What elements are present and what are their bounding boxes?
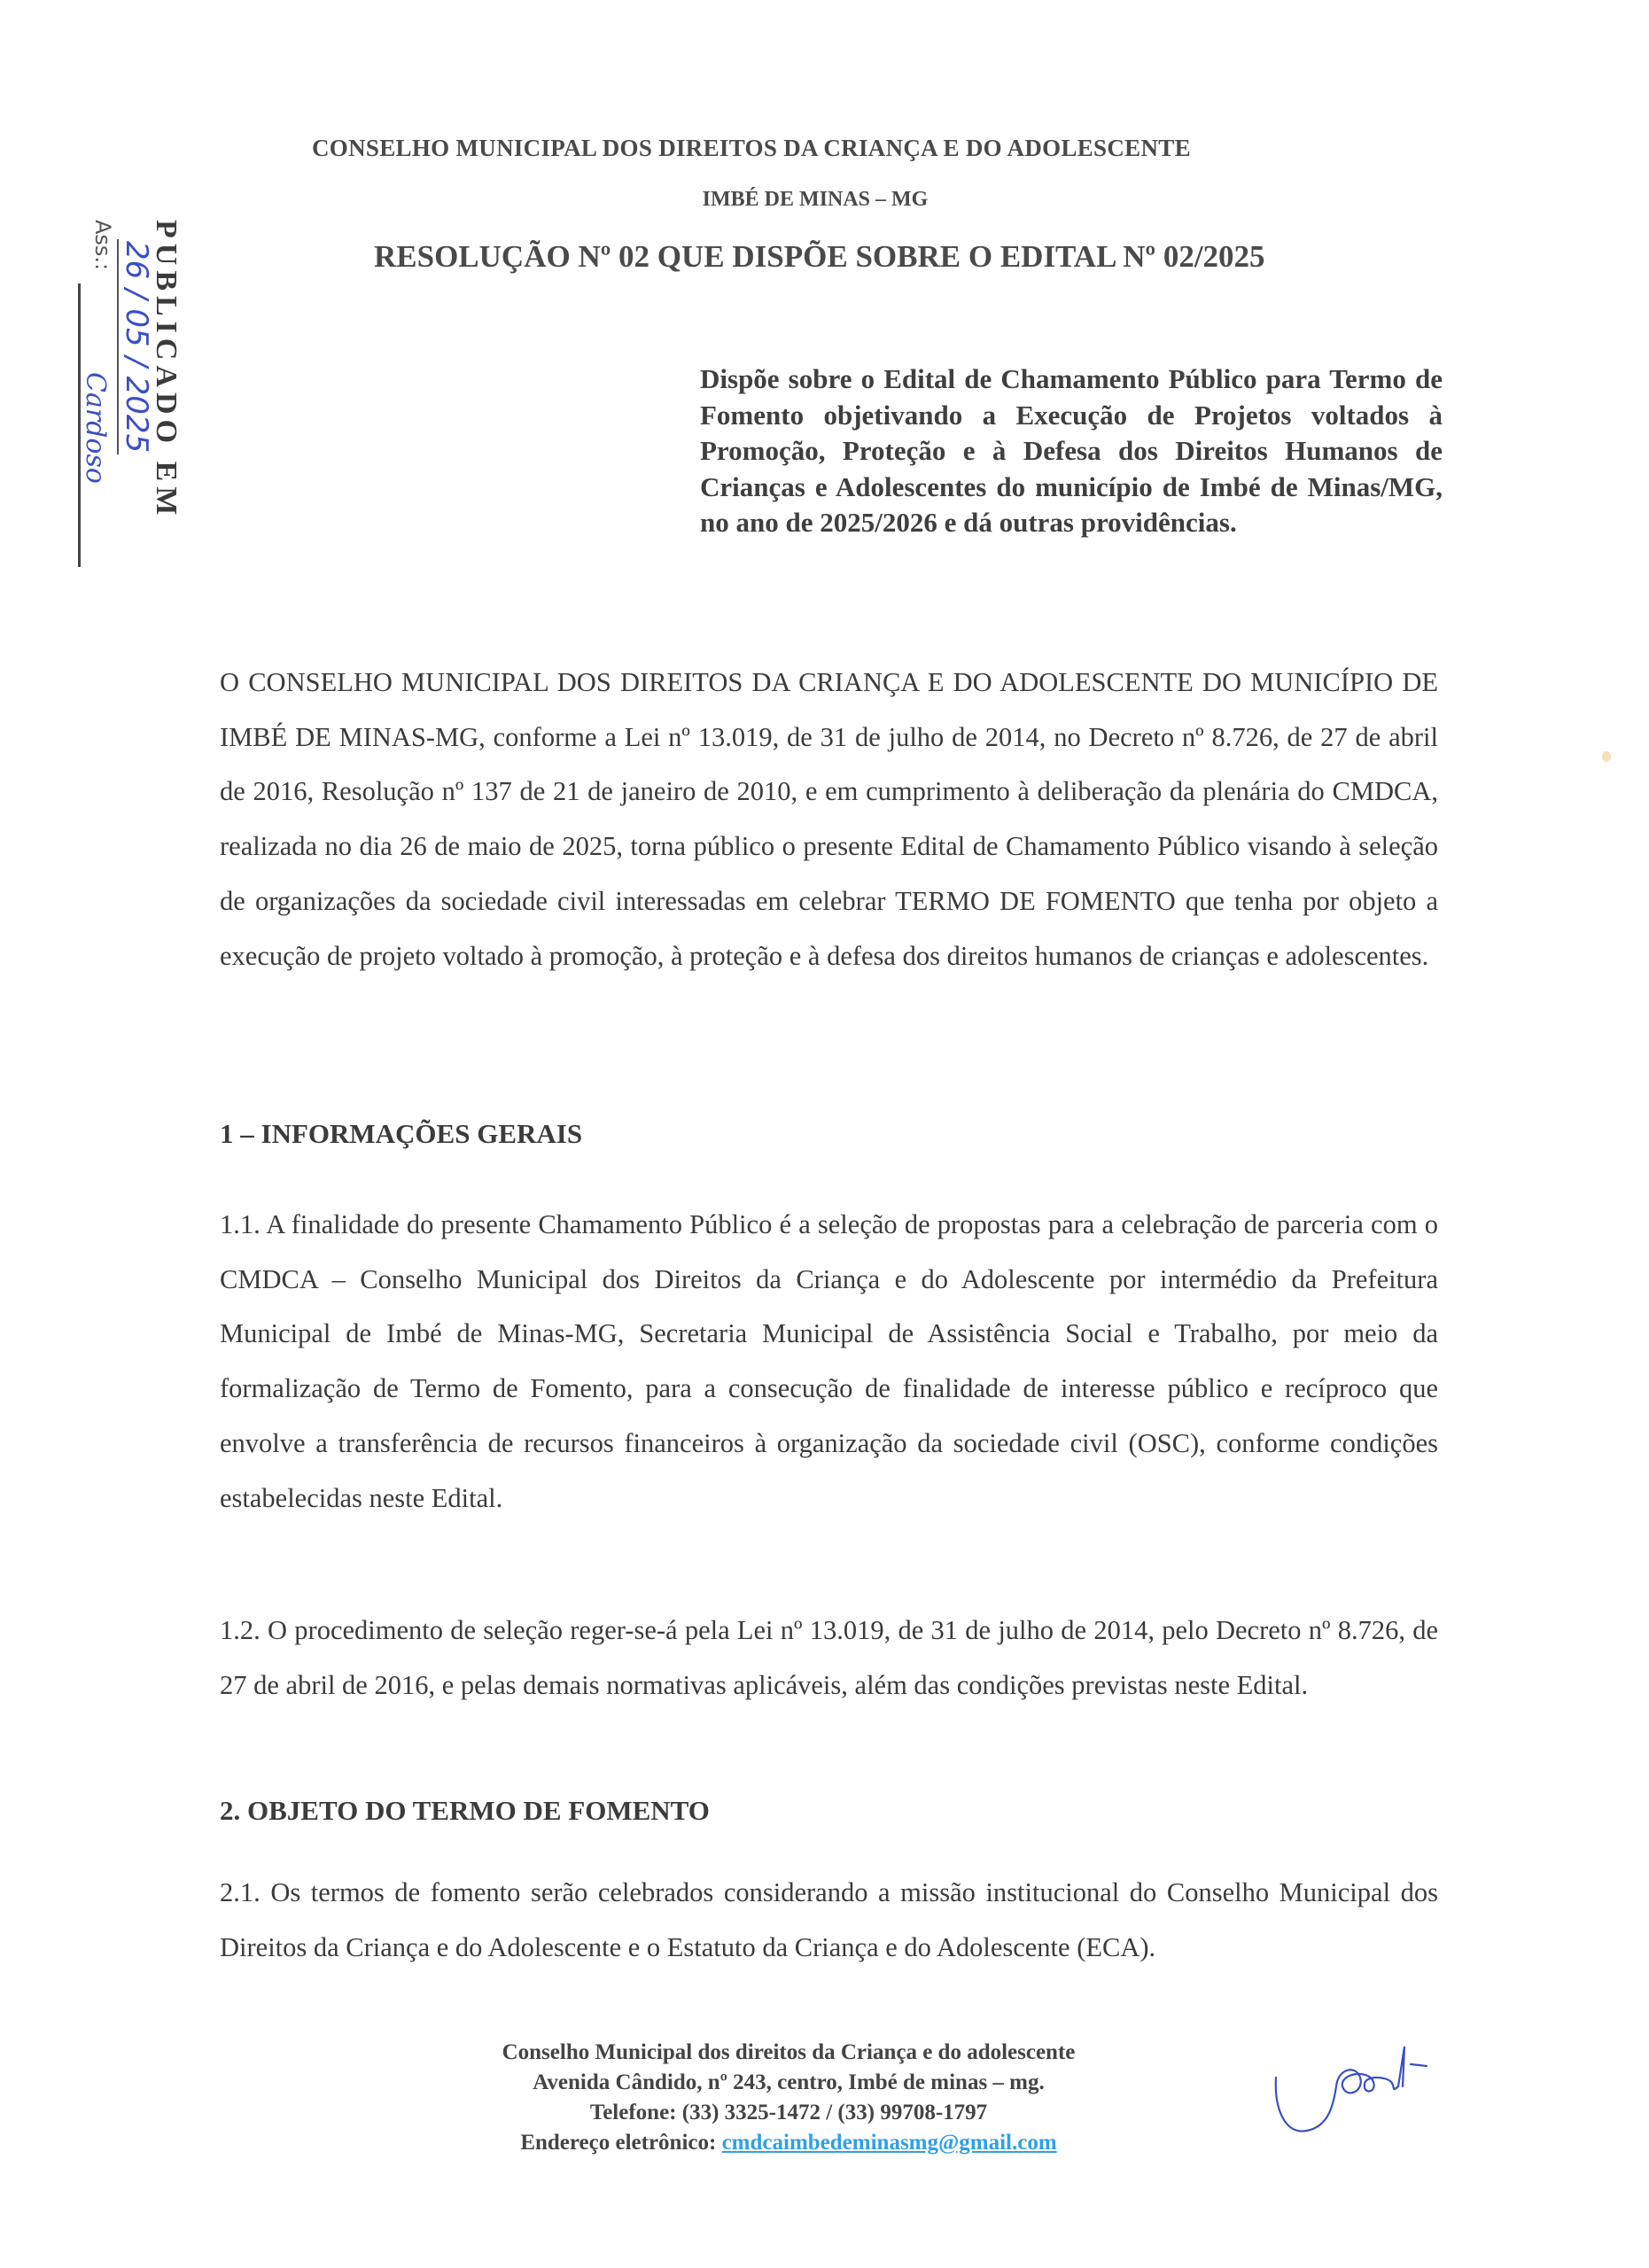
paragraph-2-1: 2.1. Os termos de fomento serão celebrados considerando a missão institucional do Conselho Municipal dos Direitos da Criança e do Adolescente e o Estatuto da Criança e do Adolescente (ECA).: [220, 1877, 1438, 1962]
intro-paragraph: O CONSELHO MUNICIPAL DOS DIREITOS DA CRIANÇA E DO ADOLESCENTE DO MUNICÍPIO DE IMBÉ DE MINAS-MG, conforme a Lei nº 13.019, de 31 de julho de 2014, no Decreto nº 8.726, de 27 de abril de 2016, Resolução nº 137 de 21 de janeiro de 2010, e em cumprimento à deliberação da plenária do CMDCA, realizada no dia 26 de maio de 2025, torna público o presente Edital de Chamamento Público visando à seleção de organizações da sociedade civil interessadas em celebrar TERMO DE FOMENTO que tenha por objeto a execução de projeto voltado à promoção, à proteção e à defesa dos direitos humanos de crianças e adolescentes.: [220, 667, 1438, 971]
footer-address: Avenida Cândido, nº 243, centro, Imbé de minas – mg.: [533, 2070, 1045, 2094]
footer-email-label: Endereço eletrônico:: [520, 2131, 717, 2155]
resolution-title: RESOLUÇÃO Nº 02 QUE DISPÕE SOBRE O EDITAL Nº 02/2025: [374, 239, 1265, 274]
paragraph-1-1: 1.1. A finalidade do presente Chamamento Público é a seleção de propostas para a celebração de parceria com o CMDCA – Conselho Municipal dos Direitos da Criança e do Adolescente por intermédio da Prefeitura Municipal de Imbé de Minas-MG, Secretaria Municipal de Assistência Social e Trabalho, por meio da formalização de Termo de Fomento, para a consecução de finalidade de interesse público e recíproco que envolve a transferência de recursos financeiros à organização da sociedade civil (OSC), conforme condições estabelecidas neste Edital.: [220, 1209, 1438, 1513]
footer-email-link[interactable]: cmdcaimbedeminasmg@gmail.com: [721, 2131, 1057, 2155]
scan-speck: [1602, 751, 1611, 762]
city-heading: IMBÉ DE MINAS – MG: [702, 188, 929, 211]
section-2-heading: 2. OBJETO DO TERMO DE FOMENTO: [220, 1795, 710, 1826]
handwritten-signature-icon: [1258, 2038, 1435, 2144]
ementa-summary: Dispõe sobre o Edital de Chamamento Público para Termo de Fomento objetivando a Execução de Projetos voltados à Promoção, Proteção e à Defesa dos Direitos Humanos de Crianças e Adolescentes do município de Imbé de Minas/MG, no ano de 2025/2026 e dá outras providências.: [700, 363, 1443, 538]
stamp-title: PUBLICADO EM: [150, 220, 183, 521]
footer-phone: Telefone: (33) 3325-1472 / (33) 99708-1797: [589, 2101, 988, 2124]
paragraph-1-2: 1.2. O procedimento de seleção reger-se-á pela Lei nº 13.019, de 31 de julho de 2014, pelo Decreto nº 8.726, de 27 de abril de 2016, e pelas demais normativas aplicáveis, além das condições previstas neste Edital.: [220, 1615, 1438, 1700]
section-1-heading: 1 – INFORMAÇÕES GERAIS: [220, 1118, 583, 1149]
stamp-signature-label: Ass.:: [90, 220, 115, 271]
publication-stamp: [35, 106, 204, 521]
council-name-heading: CONSELHO MUNICIPAL DOS DIREITOS DA CRIANÇA E DO ADOLESCENTE: [312, 135, 1191, 161]
stamp-handwritten-date: 26 / 05 / 2025: [119, 241, 154, 454]
footer-council: Conselho Municipal dos direitos da Criança e do adolescente: [502, 2040, 1076, 2064]
stamp-signature: Cardoso: [80, 372, 111, 484]
footer-email-row: [443, 2128, 1134, 2158]
footer-contact: [443, 2038, 1134, 2158]
